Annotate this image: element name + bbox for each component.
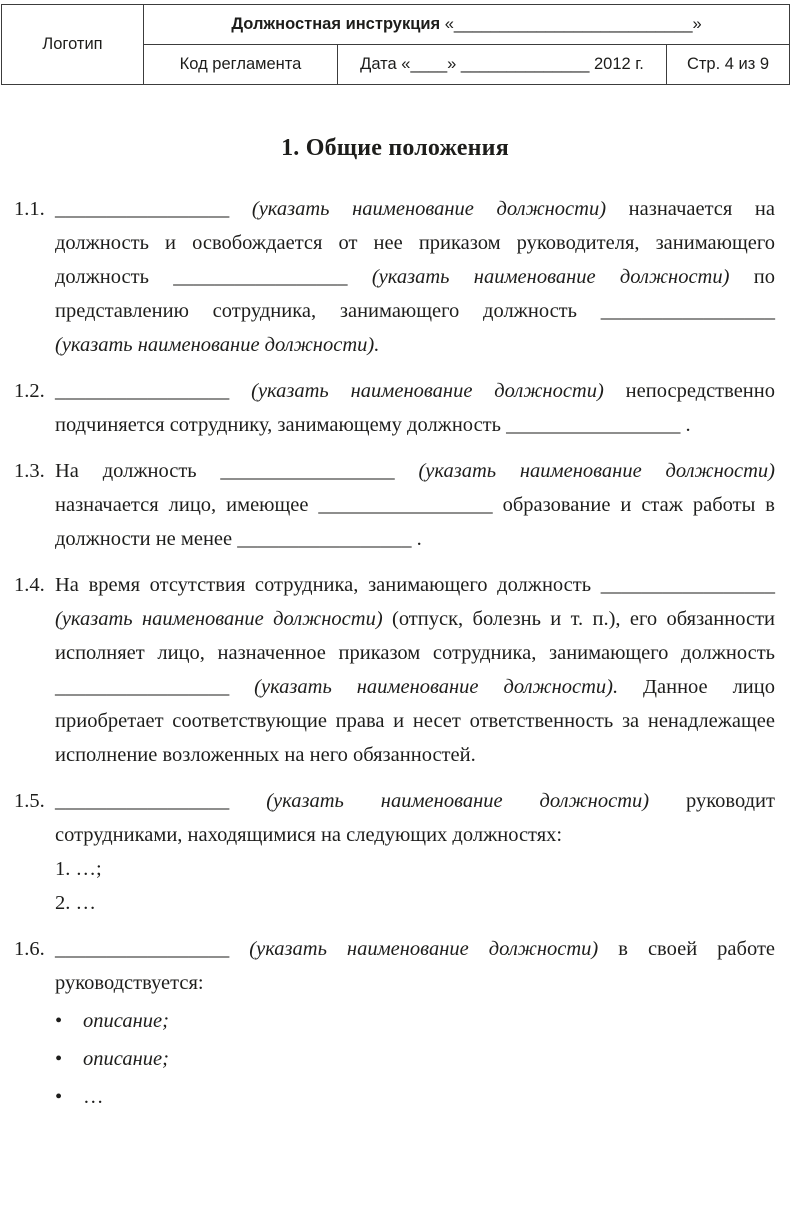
sub-item-text: … [83, 1086, 104, 1108]
bullet-item [55, 1080, 775, 1114]
text-segment: назначается на должность и освобождается от нее приказом руководителя, занимающего должность [55, 198, 775, 288]
regulation-code-cell [144, 45, 338, 85]
item-number: 1.6. [14, 938, 45, 960]
sub-item-text: описание; [83, 1010, 169, 1032]
page-number-cell [667, 45, 790, 85]
bullet-icon: • [55, 1048, 63, 1070]
sub-item-text: 2. … [55, 892, 96, 914]
list-item [14, 784, 775, 920]
header-table [1, 4, 790, 85]
blank-field: _________________ [220, 460, 395, 482]
blank-field: _________________ [55, 198, 230, 220]
item-text [55, 460, 775, 550]
text-segment: . [680, 414, 691, 436]
text-segment: (указать наименование должности) [229, 198, 629, 220]
items-list [0, 192, 790, 1114]
text-segment: (отпуск, болезнь и т. п.), его обязанности исполняет лицо, назначенное приказом сотрудника, занимающего должность [55, 608, 775, 664]
doc-title-label: Должностная инструкция [231, 15, 441, 33]
text-segment: (указать наименование должности) [229, 790, 687, 812]
text-segment: (указать наименование должности). [229, 676, 644, 698]
list-item [14, 932, 775, 1114]
blank-field: _________________ [55, 380, 230, 402]
text-segment: (указать наименование должности). [55, 334, 380, 356]
item-number: 1.4. [14, 574, 45, 596]
text-segment: назначается лицо, имеющее [55, 494, 319, 516]
item-number: 1.1. [14, 198, 45, 220]
sub-item [55, 852, 775, 886]
item-text [55, 380, 775, 436]
blank-field: _________________ [237, 528, 412, 550]
item-text [55, 790, 775, 846]
text-segment: (указать наименование должности) [229, 380, 626, 402]
text-segment: На время отсутствия сотрудника, занимающего должность [55, 574, 601, 596]
blank-field: _________________ [600, 574, 775, 596]
logo-text: Логотип [42, 35, 103, 53]
item-number: 1.2. [14, 380, 45, 402]
text-segment: руководит сотрудниками, находящимися на следующих должностях: [55, 790, 775, 846]
blank-field: _________________ [55, 938, 230, 960]
page-number-label: Стр. 4 из 9 [686, 55, 770, 73]
bullet-item [55, 1004, 775, 1038]
blank-field: _________________ [318, 494, 493, 516]
logo-cell [2, 5, 144, 85]
doc-title-cell [144, 5, 790, 45]
sub-item-text: 1. …; [55, 858, 102, 880]
sub-item [55, 886, 775, 920]
list-item [14, 192, 775, 362]
text-segment: образование и стаж работы в должности не менее [55, 494, 775, 550]
sub-item-text: описание; [83, 1048, 169, 1070]
regulation-code-label: Код регламента [179, 55, 302, 73]
text-segment: (указать наименование должности) [229, 938, 619, 960]
bullet-icon: • [55, 1086, 63, 1108]
date-cell [338, 45, 667, 85]
text-segment: . [411, 528, 422, 550]
item-number: 1.5. [14, 790, 45, 812]
text-segment: (указать наименование должности) [394, 460, 775, 482]
blank-field: _________________ [600, 300, 775, 322]
date-label: Дата «____» ______________ 2012 г. [360, 55, 644, 73]
text-segment: непосредственно подчиняется сотруднику, занимающему должность [55, 380, 775, 436]
item-text [55, 938, 775, 994]
doc-title-blank-field: «__________________________» [440, 15, 702, 33]
text-segment: Данное лицо приобретает соответствующие права и несет ответственность за ненадлежащее исполнение возложенных на него обязанностей. [55, 676, 776, 766]
item-number: 1.3. [14, 460, 45, 482]
item-text [55, 574, 775, 766]
text-segment: На должность [55, 460, 221, 482]
list-item [14, 454, 775, 556]
text-segment: по представлению сотрудника, занимающего должность [55, 266, 775, 322]
bullet-icon: • [55, 1010, 63, 1032]
text-segment: (указать наименование должности) [55, 608, 392, 630]
blank-field: _________________ [506, 414, 681, 436]
blank-field: _________________ [55, 790, 230, 812]
blank-field: _________________ [55, 676, 230, 698]
section-title: 1. Общие положения [281, 135, 509, 161]
text-segment: (указать наименование должности) [347, 266, 754, 288]
bullet-item [55, 1042, 775, 1076]
list-item [14, 374, 775, 442]
text-segment: в своей работе руководствуется: [55, 938, 775, 994]
item-text [55, 198, 775, 356]
list-item [14, 568, 775, 772]
blank-field: _________________ [173, 266, 348, 288]
